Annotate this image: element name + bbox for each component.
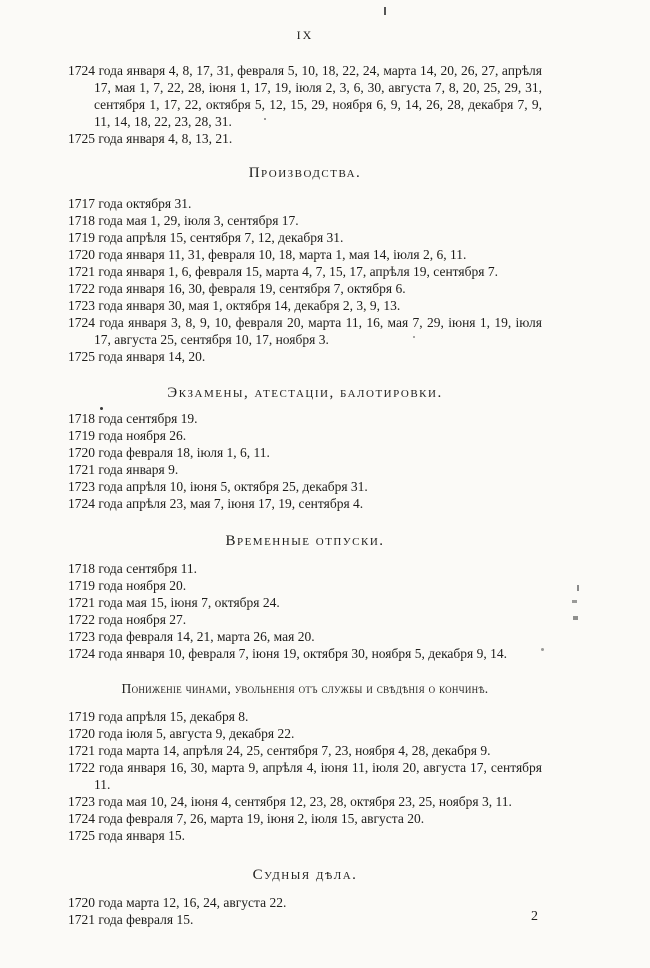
page-content <box>68 0 542 928</box>
entry-line: 1724 года января 4, 8, 17, 31, февраля 5, 10, 18, 22, 24, марта 14, 20, 26, 27, апрѣля 17, мая 1, 7, 22, 28, іюня 1, 17, 19, іюля 2, 3, 6, 30, августа 7, 8, 20, 25, 29, 31, сентября 1, 17, 22, октября 5, 12, 15, 29, ноября 6, 9, 14, 26, 28, декабря 7, 9, 11, 14, 18, 22, 23, 28, 31. <box>68 63 542 129</box>
entry-line: 1719 года апрѣля 15, декабря 8. <box>68 709 249 724</box>
scan-artifact <box>573 616 578 620</box>
entry-line: 1722 года января 16, 30, февраля 19, сентября 7, октября 6. <box>68 281 406 296</box>
entry-line: 1719 года ноября 26. <box>68 428 187 443</box>
entry-list <box>68 410 542 512</box>
entry-list <box>68 894 542 928</box>
section-heading: Производства. <box>248 165 362 181</box>
entry-line: 1724 года апрѣля 23, мая 7, іюня 17, 19, сентября 4. <box>68 496 364 511</box>
entry-line: 1719 года апрѣля 15, сентября 7, 12, декабря 31. <box>68 230 344 245</box>
section-continuation <box>68 62 542 147</box>
entry-line: 1717 года октября 31. <box>68 196 192 211</box>
section-proizvodstva <box>68 163 542 365</box>
entry-line: 1723 года мая 10, 24, іюня 4, сентября 12, 23, 28, октября 23, 25, ноября 3, 11. <box>68 794 512 809</box>
entry-line: 1720 года іюля 5, августа 9, декабря 22. <box>68 726 295 741</box>
section-heading: Временные отпуски. <box>225 533 385 549</box>
entry-list <box>68 708 542 844</box>
section-ponizhenie-chinami <box>68 679 542 844</box>
page-number: 2 <box>531 909 538 924</box>
entry-line: 1721 года марта 14, апрѣля 24, 25, сентября 7, 23, ноября 4, 28, декабря 9. <box>68 743 491 758</box>
entry-line: 1721 года февраля 15. <box>68 912 194 927</box>
entry-line: 1721 года января 1, 6, февраля 15, марта 4, 7, 15, 17, апрѣля 19, сентября 7. <box>68 264 498 279</box>
entry-line: 1720 года февраля 18, іюля 1, 6, 11. <box>68 445 270 460</box>
entry-line: 1725 года января 4, 8, 13, 21. <box>68 131 233 146</box>
entry-line: 1718 года сентября 19. <box>68 411 198 426</box>
entry-line: 1723 года апрѣля 10, іюня 5, октября 25, декабря 31. <box>68 479 368 494</box>
section-heading: Пониженіе чинами, увольненія отъ службы и свѣдѣнія о кончинѣ. <box>121 681 489 696</box>
entry-line: 1724 года января 10, февраля 7, іюня 19, октября 30, ноября 5, декабря 9, 14. <box>68 646 508 661</box>
entry-line: 1720 года марта 12, 16, 24, августа 22. <box>68 895 287 910</box>
section-heading: Судныя дѣла. <box>252 867 358 883</box>
entry-line: 1724 года февраля 7, 26, марта 19, іюня 2, іюля 15, августа 20. <box>68 811 425 826</box>
section-heading: Экзамены, атестаціи, балотировки. <box>167 385 443 401</box>
section-vremennye-otpuski <box>68 531 542 662</box>
entry-list <box>68 560 542 662</box>
entry-line: 1720 года января 11, 31, февраля 10, 18, марта 1, мая 14, іюля 2, 6, 11. <box>68 247 467 262</box>
entry-line: 1718 года сентября 11. <box>68 561 198 576</box>
entry-line: 1725 года января 15. <box>68 828 186 843</box>
scan-artifact <box>577 585 579 591</box>
page-roman-numeral: IX <box>296 28 314 42</box>
entry-line: 1719 года ноября 20. <box>68 578 187 593</box>
section-ekzameny <box>68 383 542 512</box>
entry-line: 1725 года января 14, 20. <box>68 349 206 364</box>
scan-artifact <box>572 600 577 603</box>
entry-list <box>68 195 542 365</box>
entry-line: 1721 года мая 15, іюня 7, октября 24. <box>68 595 280 610</box>
section-sudnye-dela <box>68 865 542 928</box>
entry-line: 1723 года января 30, мая 1, октября 14, декабря 2, 3, 9, 13. <box>68 298 401 313</box>
entry-line: 1723 года февраля 14, 21, марта 26, мая 20. <box>68 629 315 644</box>
entry-line: 1722 года января 16, 30, марта 9, апрѣля 4, іюня 11, іюля 20, августа 17, сентября 11. <box>68 760 542 792</box>
entry-line: 1724 года января 3, 8, 9, 10, февраля 20, марта 11, 16, мая 7, 29, іюня 1, 19, іюля 17, августа 25, сентября 10, 17, ноября 3. <box>68 315 542 347</box>
entry-line: 1721 года января 9. <box>68 462 179 477</box>
entry-line: 1718 года мая 1, 29, іюля 3, сентября 17. <box>68 213 299 228</box>
entry-line: 1722 года ноября 27. <box>68 612 187 627</box>
